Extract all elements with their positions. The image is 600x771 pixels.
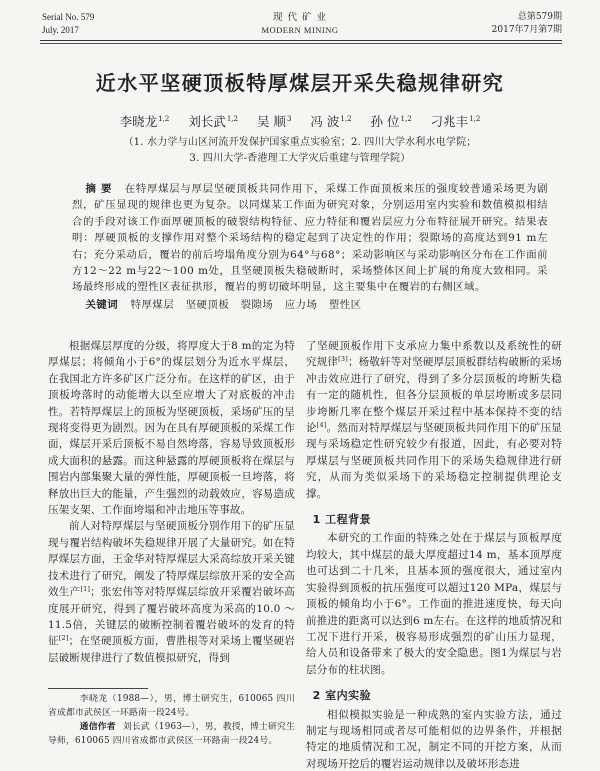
author	[120, 113, 170, 131]
affiliation-mark: 1,2	[400, 115, 412, 123]
footnote-rule	[48, 688, 148, 689]
text-run: 根据煤层厚度的分级，将厚度大于8 m的定为特厚煤层；将倾角小于6°的煤层划分为近水平煤层，在我国北方许多矿区广泛分布。在这样的矿区，由于顶板垮落时的动能增大以至应增大了对底板的冲击性。若特厚煤层上的顶板为坚硬顶板，采场矿压的呈现将变得更为剧烈。因为在具有厚硬顶板的采煤工作面，煤层开采后顶板不易自然垮落，容易导致顶板形成大面积的悬露。而这种悬露的厚硬顶板将在煤层与围岩内部集聚大量的弹性能，厚硬顶板一旦垮落，将释放出巨大的能量，产生强烈的动载效应，容易造成压架支架、工作面垮塌和冲击地压等事故。	[48, 340, 295, 517]
author-name: 刁兆丰	[430, 114, 469, 129]
author	[431, 113, 481, 131]
body-paragraph	[48, 338, 295, 518]
author-name: 吴 顺	[256, 114, 286, 129]
text-run: 本研究的工作面的特殊之处在于煤层与顶板厚度均较大，其中煤层的最大厚度超过14 m，基本顶厚度也可达到二十几米，且基本顶的强度很大，通过室内实验得到顶板的抗压强度可以超过120 MPa，煤层与顶板的倾角均小于6°。工作面的推进速度快，每天向前推进的距离可以达到6 m左右。在这样的地质情况和工况下进行开采，极容易形成强烈的矿山压力显现，给人员和设备带来了极大的安全隐患。图1为煤层与岩层分布的柱状图。	[306, 532, 562, 676]
issue-total: 总第579期	[517, 12, 562, 22]
abstract-text: 在特厚煤层与厚层坚硬顶板共同作用下，采煤工作面顶板来压的强度较普通采场更为剧烈，矿压显现的规律也更为复杂。以同煤某工作面为研究对象，分别运用室内实验和数值模拟相结合的手段对该工作面厚硬顶板的破裂结构特征、应力特征和覆岩层应力分布特征展开研究。结果表明：厚硬顶板的支撑作用对整个采场结构的稳定起到了决定性的作用；裂隙场的高度达到91 m左右；充分采动后，覆岩的前后垮塌角度分别为64°与68°；采动影响区与采动影响区分布在工作面前方12～22 m与22～100 m处，且坚硬顶板失稳破断时，采场整体区间上扩展的角度大致相同。采场最终形成的塑性区表征拱形，覆岩的剪切破坏明显，这主要集中在覆岩的右侧区域。	[72, 183, 548, 294]
author-name: 李晓龙	[119, 114, 158, 129]
author	[371, 113, 412, 131]
keyword: 应力场	[284, 298, 318, 311]
issue-date-cn: 2017年7月第7期	[491, 25, 562, 35]
keyword: 裂隙场	[240, 298, 274, 311]
body-paragraph	[48, 518, 295, 666]
affiliation-line: （1. 水力学与山区河流开发保护国家重点实验室；2. 四川大学水利水电学院；	[123, 137, 477, 148]
header-rule	[40, 40, 562, 41]
abstract-block	[72, 181, 548, 313]
affiliation-mark: 1,2	[226, 115, 238, 123]
text-run: 了坚硬顶板作用下支承应力集中系数以及系统性的研究规律	[306, 340, 562, 369]
footnotes	[48, 692, 295, 748]
author	[310, 113, 351, 131]
author-list	[0, 113, 600, 131]
issue-date-en: July. 2017	[42, 25, 79, 35]
abstract	[72, 181, 548, 296]
citation-ref: [3]	[338, 355, 348, 364]
keyword: 特厚煤层	[130, 298, 175, 311]
author	[188, 113, 238, 131]
abstract-label: 摘 要	[85, 183, 113, 195]
body-paragraph	[306, 530, 562, 678]
text-run: 前人对特厚煤层与坚硬顶板分别作用下的矿压显现与覆岩结构破坏失稳规律开展了大量研究。如在特厚煤层方面，王金华对特厚煤层大采高综放开采关键技术进行了研究，阐发了特厚煤层综放开采的安全高效生产	[48, 520, 295, 599]
serial-number: Serial No. 579	[42, 12, 95, 22]
journal-name-en: MODERN MINING	[261, 25, 339, 35]
footnote-corresponding	[48, 720, 295, 748]
left-column	[48, 338, 295, 666]
author	[257, 113, 291, 131]
journal-name-cn: 现 代 矿 业	[272, 12, 328, 23]
author-name: 冯 波	[310, 114, 340, 129]
affiliation-mark: 3	[286, 115, 292, 123]
affiliation-mark: 1,2	[158, 115, 170, 123]
section-heading: 1 工程背景	[312, 513, 372, 527]
text-run: 相似模拟实验是一种成熟的室内实验方法，通过制定与现场相同或者尽可能相似的边界条件，并根据特定的地质情况和工况，制定不同的开挖方案，从而对现场开挖后的覆岩运动规律以及破坏形态进	[306, 708, 562, 770]
citation-ref: [4]	[316, 421, 327, 430]
text-run: 。然而对特厚煤层与坚硬顶板共同作用下的矿压显现与采场稳定性研究较少有报道，因此，有必要对特厚煤层与坚硬顶板共同作用下的采场失稳规律进行研究，从而为类似采场下的采场稳定控制提供理论支撑。	[306, 422, 563, 500]
citation-ref: [2]	[58, 634, 69, 643]
paper-title: 近水平坚硬顶板特厚煤层开采失稳规律研究	[95, 71, 505, 95]
header-journal	[240, 11, 360, 37]
header-rule-thin	[40, 43, 562, 44]
right-column	[306, 338, 562, 771]
keywords-label: 关键词	[85, 298, 119, 311]
footnote-text: 刘长武（1963—），男，教授，博士研究生导师，610065 四川省成都市武侯区一环路南一段24号。	[48, 722, 295, 746]
affiliation-mark: 1,2	[340, 115, 352, 123]
keywords	[72, 297, 548, 313]
affiliation-mark: 1,2	[469, 115, 481, 123]
author-name: 孙 位	[370, 114, 400, 129]
text-run: ；张宏伟等对特厚煤层综放开采覆岩破坏高度展开研究，得到了覆岩破坏高度为采高的10.0 ～ 11.5倍，关键层的破断控制着覆岩破坏的发育的特征	[48, 586, 295, 648]
body-paragraph	[306, 338, 562, 502]
affiliation-line: 3. 四川大学-香港理工大学灾后重建与管理学院）	[189, 153, 411, 164]
citation-ref: [1]	[80, 585, 91, 594]
header-right	[492, 11, 562, 37]
header-left	[42, 11, 94, 37]
text-run: ；杨敬轩等对坚硬厚层顶板群结构破断的采场冲击效应进行了研究，得到了多分层顶板的垮断失稳有一定的随机性，但各分层顶板的单层垮断或多层同步垮断几率在整个煤层开采过程中基本保持不变的结论	[306, 356, 563, 435]
footnote-author: 李晓龙（1988—），男，博士研究生，610065 四川省成都市武侯区一环路南一段24号。	[48, 694, 295, 718]
body-paragraph	[306, 707, 562, 771]
section-heading: 2 室内实验	[312, 689, 372, 703]
text-run: ；在坚硬顶板方面，曹胜根等对采场上覆坚硬岩层破断规律进行了数值模拟研究，得到	[48, 635, 296, 664]
keyword: 塑性区	[328, 298, 362, 311]
author-name: 刘长武	[188, 114, 226, 129]
keyword: 坚硬顶板	[185, 298, 230, 311]
footnote-label: 通信作者	[79, 722, 116, 732]
